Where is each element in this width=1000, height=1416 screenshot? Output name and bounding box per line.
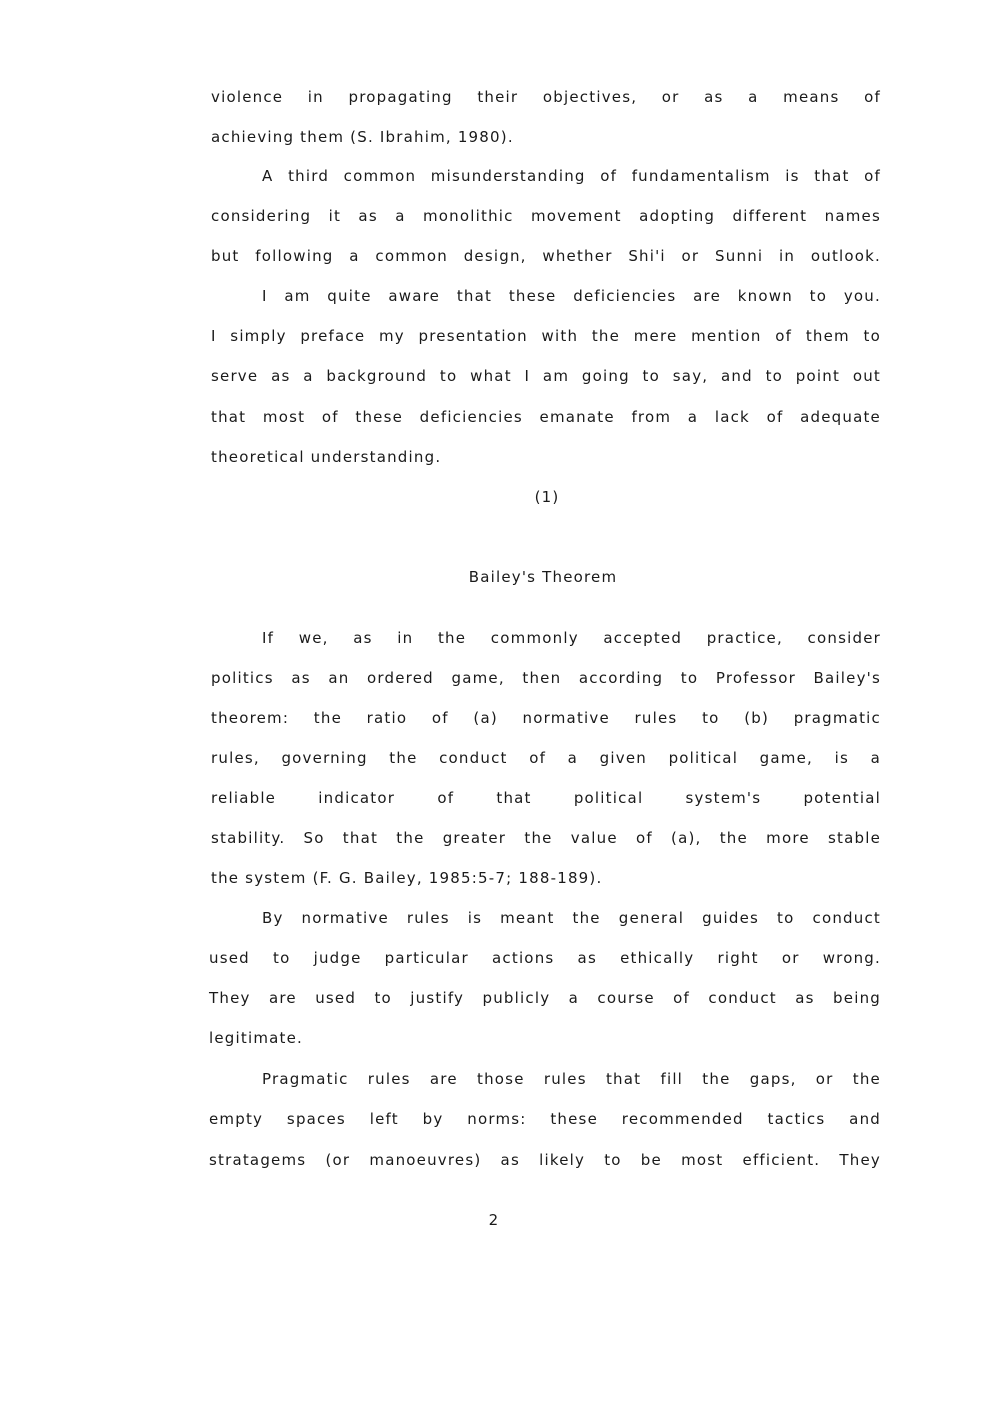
text-line: used to judge particular actions as ethically right or wrong. [209, 949, 881, 967]
text-line: stratagems (or manoeuvres) as likely to be most efficient. They [209, 1151, 881, 1169]
paragraph-first-line: Pragmatic rules are those rules that fill the gaps, or the [262, 1070, 881, 1088]
section-number: (1) [534, 488, 560, 506]
text-line: politics as an ordered game, then according to Professor Bailey's [211, 669, 881, 687]
text-line: that most of these deficiencies emanate from a lack of adequate [211, 408, 881, 426]
text-line: They are used to justify publicly a course of conduct as being [209, 989, 881, 1007]
text-line: achieving them (S. Ibrahim, 1980). [211, 128, 514, 146]
text-line: but following a common design, whether Shi'i or Sunni in outlook. [211, 247, 881, 265]
paragraph-first-line: A third common misunderstanding of fundamentalism is that of [262, 167, 881, 185]
text-line: theoretical understanding. [211, 448, 442, 466]
text-line: I simply preface my presentation with the mere mention of them to [211, 327, 881, 345]
text-line: serve as a background to what I am going to say, and to point out [211, 367, 881, 385]
section-title: Bailey's Theorem [468, 568, 618, 586]
text-line: theorem: the ratio of (a) normative rules to (b) pragmatic [211, 709, 881, 727]
paragraph-first-line: If we, as in the commonly accepted practice, consider [262, 629, 881, 647]
text-line: the system (F. G. Bailey, 1985:5-7; 188-189). [211, 869, 603, 887]
text-line: reliable indicator of that political system's potential [211, 789, 881, 807]
text-line: violence in propagating their objectives, or as a means of [211, 88, 881, 106]
text-line: legitimate. [209, 1029, 304, 1047]
text-line: empty spaces left by norms: these recommended tactics and [209, 1110, 881, 1128]
paragraph-first-line: I am quite aware that these deficiencies are known to you. [262, 287, 881, 305]
paragraph-first-line: By normative rules is meant the general guides to conduct [262, 909, 881, 927]
page-number: 2 [488, 1211, 500, 1229]
text-line: considering it as a monolithic movement adopting different names [211, 207, 881, 225]
text-line: rules, governing the conduct of a given political game, is a [211, 749, 881, 767]
text-line: stability. So that the greater the value of (a), the more stable [211, 829, 881, 847]
